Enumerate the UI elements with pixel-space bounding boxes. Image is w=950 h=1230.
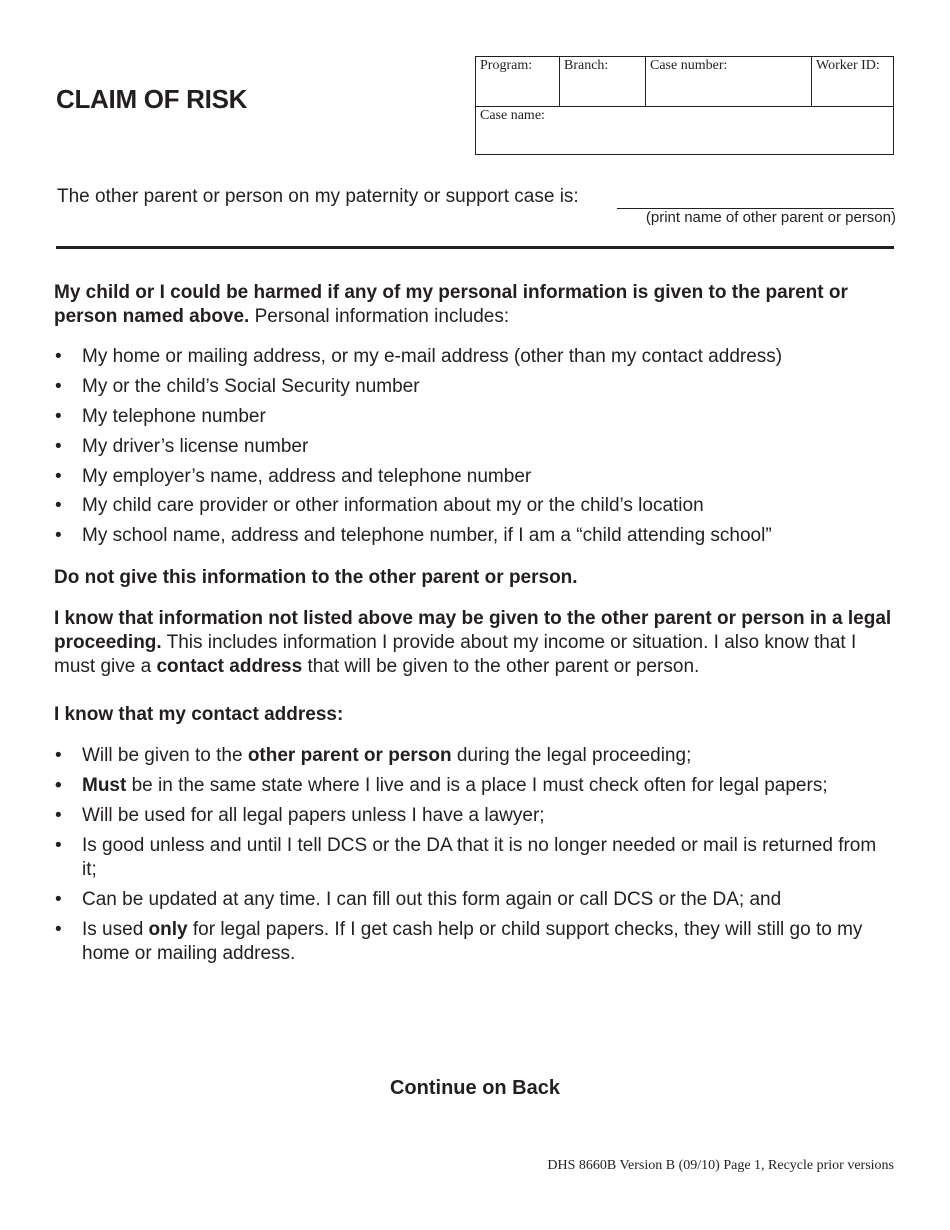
form-body — [54, 281, 894, 972]
other-parent-prompt: The other parent or person on my paternity or support case is: — [57, 186, 579, 207]
branch-label: Branch: — [564, 58, 609, 73]
section-divider — [56, 246, 894, 249]
list-item — [54, 918, 894, 966]
harm-statement-rest: Personal information includes: — [249, 306, 510, 327]
form-footer: DHS 8660B Version B (09/10) Page 1, Recycle prior versions — [547, 1158, 894, 1173]
case-info-box — [475, 56, 894, 155]
legal-proceeding-text-end: that will be given to the other parent or person. — [302, 656, 700, 678]
list-item: • My employer’s name, address and telephone number — [54, 465, 894, 489]
personal-info-list — [54, 345, 894, 548]
contact-address-list — [54, 744, 894, 966]
form-title: CLAIM OF RISK — [56, 84, 248, 114]
legal-proceeding-text: This includes information I provide about my income or situation. I also know that I must give a — [54, 632, 857, 678]
contact-address-heading — [54, 703, 894, 727]
do-not-give-statement — [54, 566, 894, 590]
list-item-text: Will be given to the — [82, 745, 248, 767]
case-name-label: Case name: — [480, 108, 545, 123]
case-name-field[interactable] — [476, 107, 894, 155]
list-item — [54, 774, 894, 798]
branch-field[interactable] — [560, 57, 646, 107]
contact-address-term: contact address — [156, 656, 303, 678]
worker-id-field[interactable] — [812, 57, 894, 107]
list-item: • Will be used for all legal papers unless I have a lawyer; — [54, 804, 894, 828]
do-not-give-text: Do not give this information to the other parent or person. — [54, 567, 578, 589]
list-item: • My child care provider or other information about my or the child’s location — [54, 494, 894, 518]
list-item-bold: other parent or person — [247, 745, 452, 767]
harm-statement — [54, 281, 894, 329]
case-number-field[interactable] — [646, 57, 812, 107]
program-field[interactable] — [476, 57, 560, 107]
harm-statement-bold: My child or I could be harmed if any of my personal information is given to the parent or person named above. — [54, 282, 848, 327]
list-item: • My or the child’s Social Security number — [54, 375, 894, 399]
list-item: • My home or mailing address, or my e-mail address (other than my contact address) — [54, 345, 894, 369]
worker-id-label: Worker ID: — [816, 58, 880, 73]
list-item — [54, 744, 894, 768]
case-number-label: Case number: — [650, 58, 728, 73]
list-item-text: Is used — [82, 919, 149, 941]
list-item: • Can be updated at any time. I can fill out this form again or call DCS or the DA; and — [54, 888, 894, 912]
list-item-bold: Must — [82, 775, 127, 797]
list-item: • My school name, address and telephone number, if I am a “child attending school” — [54, 524, 894, 548]
other-parent-hint: (print name of other parent or person) — [645, 209, 896, 226]
program-label: Program: — [480, 58, 533, 73]
continue-on-back: Continue on Back — [389, 1077, 560, 1099]
legal-proceeding-paragraph — [54, 607, 894, 679]
list-item-text: be in the same state where I live and is a place I must check often for legal papers; — [126, 775, 828, 797]
list-item: • My driver’s license number — [54, 435, 894, 459]
list-item: • Is good unless and until I tell DCS or the DA that it is no longer needed or mail is returned from it; — [54, 834, 894, 882]
list-item-text: for legal papers. If I get cash help or child support checks, they will still go to my home or mailing address. — [82, 919, 863, 965]
list-item-bold: only — [148, 919, 188, 941]
list-item: • My telephone number — [54, 405, 894, 429]
list-item-text: during the legal proceeding; — [451, 745, 692, 767]
contact-address-heading-text: I know that my contact address: — [54, 704, 344, 726]
legal-proceeding-bold: I know that information not listed above may be given to the other parent or person in a legal proceeding. — [54, 608, 892, 654]
